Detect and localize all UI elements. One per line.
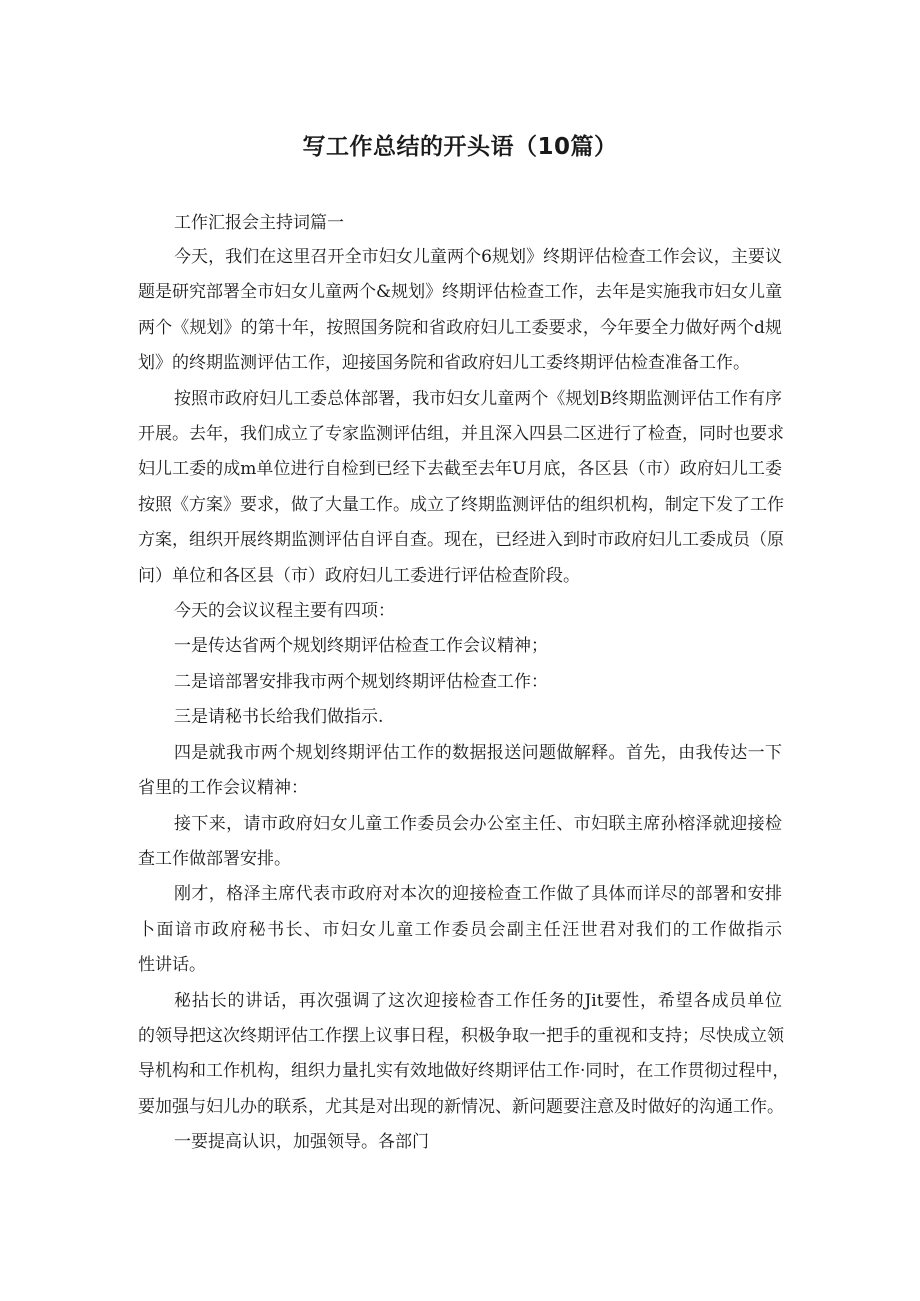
paragraph-deployment	[138, 382, 782, 594]
section-heading: 工作汇报会主持词篇一	[174, 213, 344, 233]
text-line: 接下来，请市政府妇女儿童工作委员会办公室主任、市妇联主席孙榕泽就迎接检	[174, 813, 782, 834]
text-line: 省里的工作会议精神：	[138, 778, 308, 799]
paragraph-secretary-summary	[138, 984, 790, 1126]
text-line: 开展。去年，我们成立了专家监测评估组，并且深入四县二区进行了检查，同时也要求	[138, 424, 784, 445]
text-line: 秘拈长的讲话，再次强调了这次迎接检杳工作任务的Jit要性，希望各成员单位	[174, 990, 782, 1011]
text-line: 按照《方案》要求，做了大量工作。成立了终期监测评估的组织机构，制定下发了工作	[138, 494, 784, 515]
document-body	[138, 206, 790, 1161]
agenda-item-2: 二是谙部署安排我市两个规划终期评估检查工作：	[174, 671, 548, 692]
text-line: 卜面谙市政府秘书长、市妇女儿童工作委员会副主任汪世君对我们的工作做指示	[138, 919, 782, 940]
text-line: 方案，组织开展终期监测评估自评自查。现在，已经进入到时市政府妇儿工委成员（原	[138, 530, 784, 551]
document-title: 写工作总结的开头语（10篇）	[302, 134, 618, 160]
text-line: 刚才，格泽主席代表市政府对本次的迎接检查工作做了具体而详尽的部署和安排	[174, 884, 782, 905]
text-line: 今天，我们在这里召开全市妇女儿童两个6规划》终期评估检查工作会议，主要议	[174, 247, 782, 267]
text-line: 按照市政府妇儿工委总体部署，我市妇女儿童两个《规划B终期监测评估工作有序	[174, 388, 782, 409]
agenda-item-4	[138, 736, 782, 807]
text-line: 两个《规划》的第十年，按照国务院和省政府妇儿工委要求，今年要全力做好两个d规	[138, 317, 782, 338]
agenda-item-3: 三是请秘书长给我们做指示.	[174, 707, 384, 728]
text-line: 要加强与妇儿办的联系，尤其是对出现的新情况、新问题要注意及时做好的沟通工作。	[138, 1096, 784, 1117]
text-line: 查工作做部署安排。	[138, 848, 291, 869]
paragraph-secretary-intro	[138, 877, 782, 983]
paragraph-next-speaker	[138, 807, 782, 878]
text-line: 题是研究部署全市妇女儿童两个&规划》终期评估检查工作，去年是实施我市妇女儿童	[138, 282, 783, 303]
paragraph-meeting-intro	[138, 240, 782, 382]
text-line: 四是就我市两个规划终期评估工作的数据报送问题做解释。首先，由我传达一下	[174, 742, 782, 763]
paragraph-agenda-intro: 今天的会议议程主要有四项：	[174, 601, 395, 622]
text-line: 问）单位和各区县（市）政府妇儿工委进行评估检查阶段。	[138, 565, 580, 586]
text-line: 妇儿工委的成m单位进行自检到已经下去截至去年U月底，各区县（市）政府妇儿工委	[138, 459, 782, 480]
text-line: 性讲话。	[138, 955, 206, 976]
text-line: 的领导把这次终期评估工作摆上议事日程，积极争取一把手的重视和支持；尽快成立领	[138, 1025, 784, 1046]
text-line: 划》的终期监测评估工作，迎接国务院和省政府妇儿工委终期评估检查准备工作。	[138, 353, 750, 374]
text-line: 导机构和工作机构，组织力量扎实有效地做好终期评估工作·同时，在工作贯彻过程中，	[138, 1061, 790, 1082]
paragraph-requirement-1: 一要提高认识，加强领导。各部门	[174, 1132, 429, 1153]
agenda-item-1: 一是传达省两个规划终期评估检查工作会议精神；	[174, 636, 548, 657]
